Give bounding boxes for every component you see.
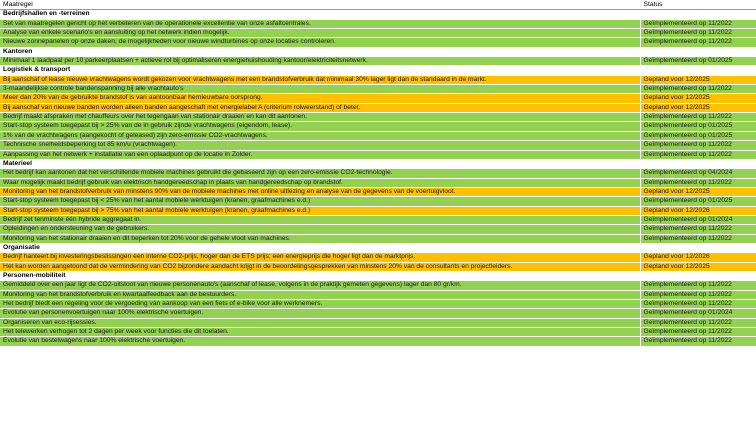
measure-row: [0, 253, 756, 262]
measure-text: Start-stop systeem toegepast bij < 25% van het aantal mobiele werktuigen (kranen, graafmachines e.d.): [0, 197, 640, 206]
measure-status: Geïmplementeerd op 11/2022: [640, 141, 756, 150]
section-title: Kantoren: [0, 47, 640, 56]
measure-status: Gepland voor 12/2025: [640, 75, 756, 84]
measure-text: Minimaal 1 laadpaal per 10 parkeerplaatsen + actieve rol bij optimaliseren energiehuishouding kantoor/elektriciteitsnetwerk.: [0, 57, 640, 66]
measure-text: Bedrijf zet tenminste één hybride aggregaat in.: [0, 215, 640, 224]
section-status-empty: [640, 159, 756, 168]
measure-row: [0, 197, 756, 206]
measure-row: [0, 38, 756, 47]
measure-row: [0, 234, 756, 243]
measure-text: Organiseren van eco-rijsessies.: [0, 318, 640, 327]
measure-status: Geïmplementeerd op 11/2022: [640, 38, 756, 47]
measure-status: Geïmplementeerd op 11/2022: [640, 85, 756, 94]
measure-status: Gepland voor 12/2026: [640, 253, 756, 262]
measures-table-body: [0, 1, 756, 346]
measure-row: [0, 85, 756, 94]
measure-status: Geïmplementeerd op 11/2022: [640, 337, 756, 346]
measure-row: [0, 103, 756, 112]
header-status: Status: [640, 1, 756, 10]
measure-text: 1% van de vrachtwagens (aangekocht of geleased) zijn zero-emissie CO2-vrachtwagens.: [0, 131, 640, 140]
measure-row: [0, 290, 756, 299]
measure-text: Bij aanschaf of lease nieuwe vrachtwagens wordt gekozen voor vrachtwagens met een brandstofverbruik dat minimaal 30% lager ligt dan de standaard in de markt.: [0, 75, 640, 84]
section-status-empty: [640, 243, 756, 252]
measure-status: Geïmplementeerd op 11/2022: [640, 113, 756, 122]
measure-row: [0, 131, 756, 140]
section-row: [0, 243, 756, 252]
measure-text: Het telewerken verhogen tot 2 dagen per week voor functies die dit toelaten.: [0, 328, 640, 337]
measure-text: Opleidingen en ondersteuning van de gebruikers.: [0, 225, 640, 234]
measure-status: Geïmplementeerd op 04/2024: [640, 169, 756, 178]
measure-text: Nieuwe zonnepanelen op onze daken, de mogelijkheden voor nieuwe windturbines op onze locaties controleren.: [0, 38, 640, 47]
measure-row: [0, 318, 756, 327]
section-title: Logistiek & transport: [0, 66, 640, 75]
measure-text: Het bedrijf kan aantonen dat het verschillende mobiele machines gebruikt die gebaseerd zijn op een zero-emissie CO2-technologie.: [0, 169, 640, 178]
measure-status: Gepland voor 12/2025: [640, 262, 756, 271]
measure-status: Geïmplementeerd op 11/2022: [640, 281, 756, 290]
measure-status: Geïmplementeerd op 11/2022: [640, 328, 756, 337]
measure-text: Monitoring van het brandstofverbruik en kwartaalfeedback aan de bestuurders.: [0, 290, 640, 299]
measure-row: [0, 75, 756, 84]
measure-status: Gepland voor 12/2026: [640, 206, 756, 215]
measure-row: [0, 57, 756, 66]
measure-status: Geïmplementeerd op 11/2022: [640, 234, 756, 243]
section-row: [0, 271, 756, 280]
section-row: [0, 66, 756, 75]
section-title: Bedrijfshallen en -terreinen: [0, 10, 640, 19]
measure-status: Gepland voor 12/2025: [640, 187, 756, 196]
measure-text: 3-maandelijkse controle bandenspanning bij alle vrachtauto's: [0, 85, 640, 94]
section-status-empty: [640, 10, 756, 19]
section-title: Organisatie: [0, 243, 640, 252]
measure-text: Analyse van enkele scenario's en aansluiting op het netwerk indien mogelijk.: [0, 29, 640, 38]
section-title: Materieel: [0, 159, 640, 168]
measure-text: Monitoring van het stationair draaien en dit beperken tot 20% voor de gehele vloot van machines.: [0, 234, 640, 243]
measure-status: Gepland voor 12/2025: [640, 103, 756, 112]
measure-row: [0, 150, 756, 159]
measure-text: Bij aanschaf van nieuwe banden worden alleen banden aangeschaft met energielabel A (criterium rolweerstand) of beter.: [0, 103, 640, 112]
measure-row: [0, 19, 756, 28]
measure-text: Aanpassing van het netwerk + installatie van een oplaadpunt op de locatie in Zolder.: [0, 150, 640, 159]
measure-text: Meer dan 20% van de gebruikte brandstof is van aantoonbaar hernieuwbare oorsprong.: [0, 94, 640, 103]
measure-text: Start-stop systeem toegepast bij > 75% van het aantal mobiele werktuigen (kranen, graafmachines e.d.): [0, 206, 640, 215]
measure-row: [0, 337, 756, 346]
measure-row: [0, 309, 756, 318]
measure-row: [0, 187, 756, 196]
section-row: [0, 159, 756, 168]
measure-status: Geïmplementeerd op 01/2025: [640, 131, 756, 140]
section-status-empty: [640, 271, 756, 280]
measure-status: Geïmplementeerd op 01/2024: [640, 215, 756, 224]
measure-status: Geïmplementeerd op 01/2025: [640, 197, 756, 206]
measure-row: [0, 29, 756, 38]
measure-row: [0, 94, 756, 103]
measure-status: Geïmplementeerd op 11/2022: [640, 150, 756, 159]
measure-status: Geïmplementeerd op 11/2022: [640, 318, 756, 327]
measure-status: Geïmplementeerd op 11/2022: [640, 290, 756, 299]
measure-status: Geïmplementeerd op 01/2024: [640, 309, 756, 318]
measure-text: Gemiddeld over een jaar ligt de CO2-uitstoot van nieuwe personenauto's (aanschaf of lease, volgens in de praktijk gemeten gegevens) lager dan 80 gr/km.: [0, 281, 640, 290]
measure-status: Geïmplementeerd op 01/2025: [640, 122, 756, 131]
measure-text: Evolutie van bestelwagens naar 100% elektrische voertuigen.: [0, 337, 640, 346]
measure-text: Bedrijf maakt afspraken met chauffeurs over het tegengaan van stationair draaien en kan dit aantonen.: [0, 113, 640, 122]
measure-row: [0, 300, 756, 309]
measure-status: Gepland voor 12/2025: [640, 94, 756, 103]
measure-row: [0, 215, 756, 224]
section-title: Personen-mobiliteit: [0, 271, 640, 280]
measure-row: [0, 328, 756, 337]
measure-text: Waar mogelijk maakt bedrijf gebruik van elektrisch handgereedschap in plaats van handgereedschap op brandstof.: [0, 178, 640, 187]
section-row: [0, 47, 756, 56]
measure-text: Set van maatregelen gericht op het verbeteren van de operationele excellentie van onze asfaltcentrales.: [0, 19, 640, 28]
measure-status: Geïmplementeerd op 01/2025: [640, 57, 756, 66]
measure-text: Start-stop systeem toegepast bij > 25% van de in gebruik zijnde vrachtwagens (eigendom, lease).: [0, 122, 640, 131]
measure-row: [0, 281, 756, 290]
section-status-empty: [640, 66, 756, 75]
measure-status: Geïmplementeerd op 11/2022: [640, 19, 756, 28]
measure-text: Het bedrijf biedt een regeling voor de vergoeding van aankoop van een fiets of e-bike voor alle werknemers.: [0, 300, 640, 309]
section-row: [0, 10, 756, 19]
measure-row: [0, 169, 756, 178]
measure-row: [0, 113, 756, 122]
measure-status: Geïmplementeerd op 11/2022: [640, 29, 756, 38]
measure-row: [0, 206, 756, 215]
header-row: [0, 1, 756, 10]
measure-text: Bedrijf hanteert bij investeringsbeslissingen een interne CO2-prijs, hoger dan de ETS prijs; een energieprijs die hoger ligt dan de marktprijs.: [0, 253, 640, 262]
measure-status: Geïmplementeerd op 11/2022: [640, 300, 756, 309]
measure-row: [0, 225, 756, 234]
measure-status: Geïmplementeerd op 11/2022: [640, 225, 756, 234]
section-status-empty: [640, 47, 756, 56]
measure-row: [0, 122, 756, 131]
measure-text: Technische snelheidsbeperking tot 85 km/u (vrachtwagen).: [0, 141, 640, 150]
measure-text: Het kan worden aangetoond dat de vermindering van CO2 bijzondere aandacht krijgt in de beoordelingsgesprekken van minstens 20% van de consultants en projectleiders.: [0, 262, 640, 271]
measure-row: [0, 262, 756, 271]
measure-text: Monitoring van het brandstofverbruik van minstens 90% van de mobiele machines met online uitlezing en analyse van de gegevens van de voertuigvloot.: [0, 187, 640, 196]
header-maatregel: Maatregel: [0, 1, 640, 10]
measure-row: [0, 141, 756, 150]
measure-text: Evolutie van personenvoertuigen naar 100% elektrische voertuigen.: [0, 309, 640, 318]
measure-row: [0, 178, 756, 187]
measure-status: Geïmplementeerd op 11/2022: [640, 178, 756, 187]
